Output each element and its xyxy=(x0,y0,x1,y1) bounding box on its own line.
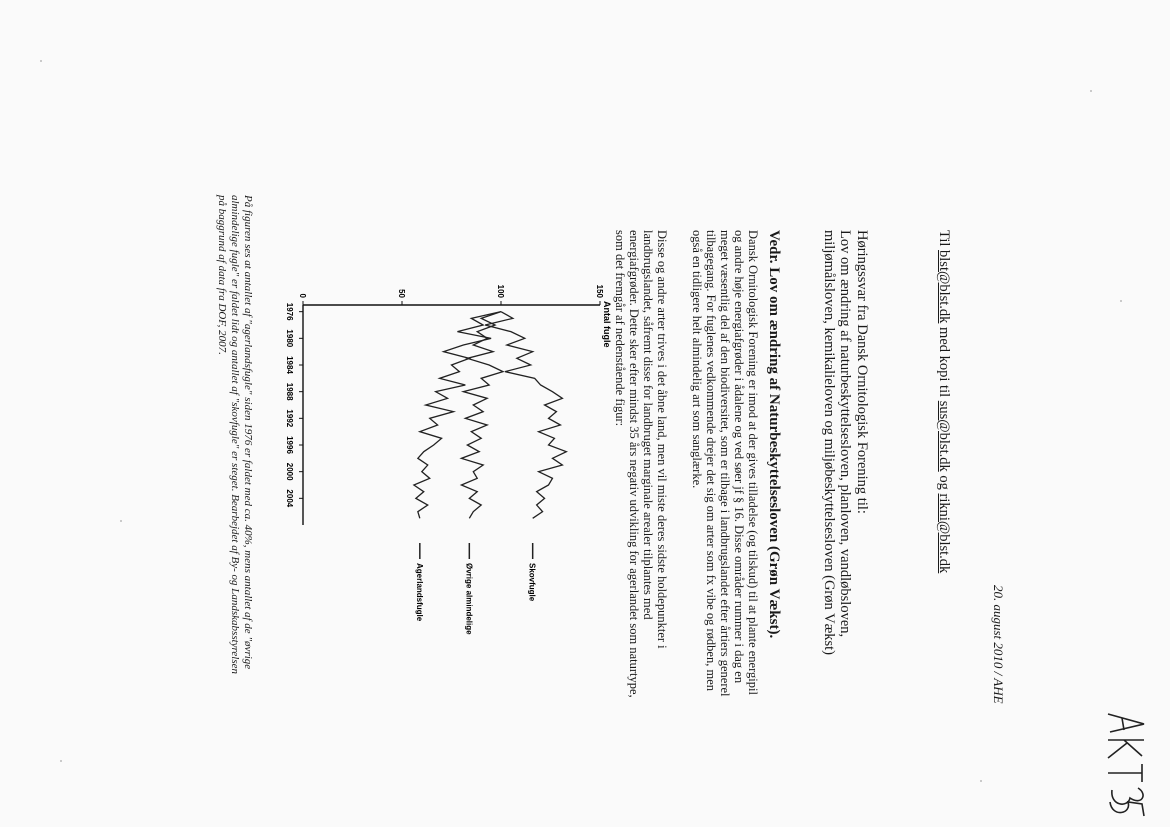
x-tick-label: 2000 xyxy=(285,462,294,481)
legend-label: Skovfugle xyxy=(527,563,537,602)
scan-speck xyxy=(1120,300,1122,302)
paragraph-line: Dansk Ornitologisk Forening er imod at der gives tilladelse (og tilskud) til at plante energipil xyxy=(746,230,760,695)
email-sus-link[interactable]: sus@blst.dk xyxy=(936,400,952,472)
address-joiner: og xyxy=(936,471,952,494)
scan-speck xyxy=(40,60,42,62)
scan-speck xyxy=(60,760,62,762)
legend-label: Øvrige almindelige xyxy=(464,563,474,635)
figure-caption xyxy=(215,195,254,674)
paragraph-line: og andre høje energiafgrøder i ådalene og ved søer jf § 16. Disse områder rummer i dag en xyxy=(732,230,746,684)
y-tick-label: 0 xyxy=(298,293,307,298)
series-line xyxy=(485,312,566,519)
email-rikni-link[interactable]: rikni@blst.dk xyxy=(936,493,952,574)
series-line xyxy=(461,312,503,519)
letter-heading: Vedr. Lov om ændring af Naturbeskyttelsesloven (Grøn Vækst). xyxy=(766,230,782,639)
x-tick-label: 1980 xyxy=(285,329,294,348)
hearing-line: Lov om ændring af naturbeskyttelsesloven, planloven, vandløbsloven, xyxy=(837,230,854,638)
x-tick-label: 1984 xyxy=(285,356,294,374)
y-tick-label: 100 xyxy=(496,284,505,298)
caption-line: på baggrund af data fra DOF, 2007. xyxy=(216,195,229,355)
hearing-line: miljømålsloven, kemikalieloven og miljøbeskyttelsesloven (Grøn Vækst) xyxy=(820,230,837,656)
paragraph-1 xyxy=(690,230,760,697)
paragraph-line: Disse og andre arter trives i det åbne land, men vil miste deres sidste holdepunkter i xyxy=(655,230,669,649)
chart-svg xyxy=(255,195,615,755)
y-tick-label: 150 xyxy=(595,284,604,298)
paragraph-2 xyxy=(613,230,669,698)
address-middle: med kopi til xyxy=(936,323,952,401)
caption-line: På figuren ses at antallet af "agerlandsfugle" siden 1976 er faldet med ca. 40%, mens antallet af de "øvrige xyxy=(242,195,254,670)
paragraph-line: energiafgrøder. Dette sker efter mindst 35 års negativ udvikling for agerlandet som naturtype, xyxy=(627,230,641,698)
address-prefix: Til xyxy=(936,230,952,251)
caption-line: almindelige fugle" er faldet lidt og antallet af "skovfugle" er steget. Bearbejdet af By- og Landskabsstyrelsen xyxy=(229,195,242,675)
y-tick-label: 50 xyxy=(397,289,406,298)
hearing-line: Høringssvar fra Dansk Ornitologisk Forening til: xyxy=(854,230,870,514)
scan-speck xyxy=(980,780,982,782)
paragraph-line: også en tidligere helt almindelig art som sanglærke. xyxy=(690,230,704,489)
series-line xyxy=(414,312,501,519)
hearing-block xyxy=(820,230,870,655)
handwritten-mark xyxy=(1102,710,1152,820)
paragraph-line: tilbagegang. For fuglenes vedkommende drejer det sig om arter som fx vibe og rødben, men xyxy=(704,230,718,691)
x-tick-label: 2004 xyxy=(285,489,294,508)
scan-speck xyxy=(120,520,122,522)
address-line xyxy=(935,230,952,573)
scan-speck xyxy=(1090,90,1092,92)
x-tick-label: 1988 xyxy=(285,382,294,401)
letter-date: 20. august 2010 / AHE xyxy=(991,585,1006,704)
bird-population-chart xyxy=(255,195,615,755)
paragraph-line: landbrugslandet, såfremt disse for landbruget marginale arealer tilplantes med xyxy=(641,230,655,620)
email-blst-link[interactable]: blst@blst.dk xyxy=(936,250,952,324)
y-axis-title: Antal fugle xyxy=(602,301,612,348)
paragraph-line: meget væsentlig del af den biodiversitet, som er tilbage i landbrugslandet efter årtiers generel xyxy=(718,230,732,697)
paragraph-line: som det fremgår af nedenstående figur: xyxy=(613,230,627,427)
legend-label: Agerlandsfugle xyxy=(414,563,424,622)
x-tick-label: 1976 xyxy=(285,302,294,321)
x-tick-label: 1996 xyxy=(285,436,294,454)
x-tick-label: 1992 xyxy=(285,409,294,428)
